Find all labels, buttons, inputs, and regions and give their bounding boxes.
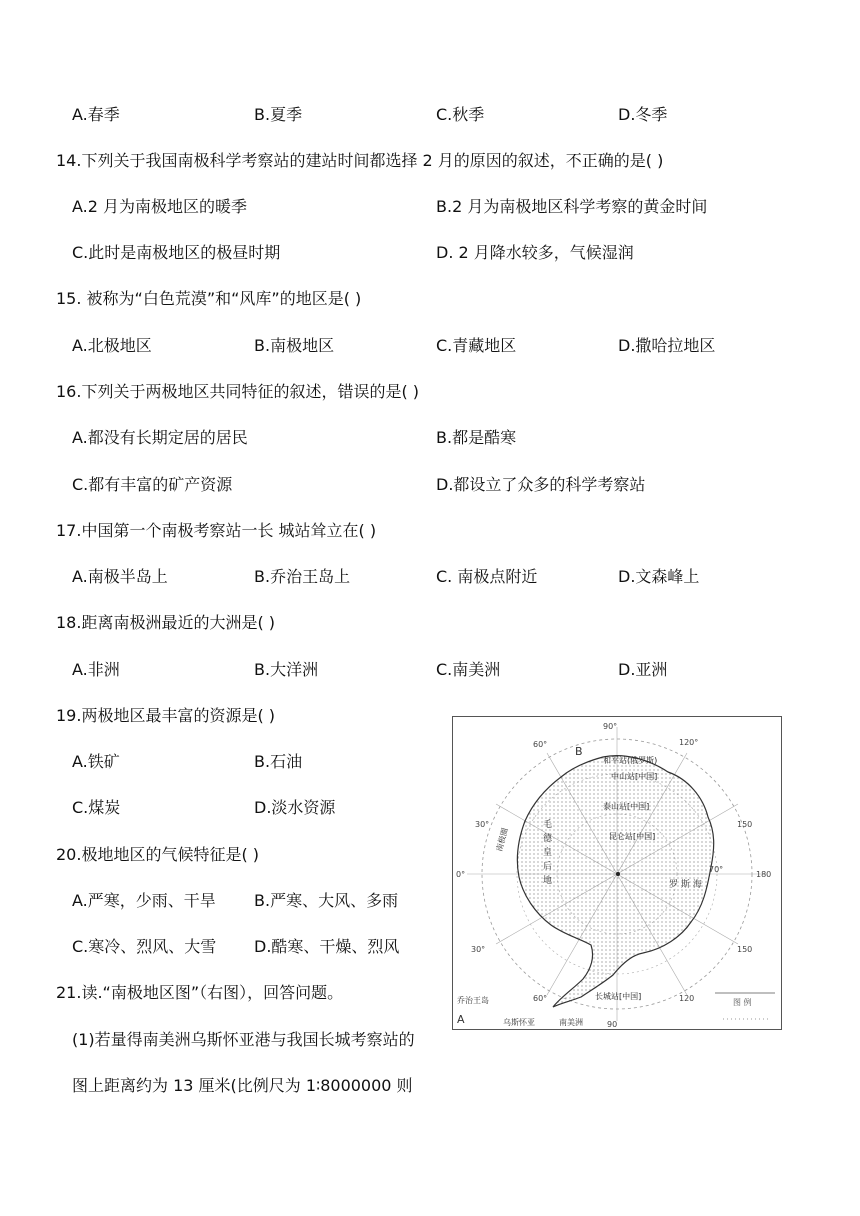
q21-part1-line2: 图上距离约为 13 厘米(比例尺为 1∶8000000 则 [72,1076,413,1095]
label-30-bottom-left: 30° [471,945,486,954]
q15-option-b: B.南极地区 [254,336,335,355]
plateau-char-5: 地 [543,876,553,886]
antarctic-circle-label: 南极圈 [494,826,510,853]
label-90-top: 90° [603,722,618,731]
q16-option-b: B.都是酷寒 [436,428,517,447]
q19-stem: 19.两极地区最丰富的资源是( ) [56,706,276,725]
label-30-left: 30° [475,820,490,829]
q15-stem: 15. 被称为“白色荒漠”和“风库”的地区是( ) [56,289,362,308]
label-0: 0° [456,870,466,879]
q17-option-d: D.文森峰上 [618,567,700,586]
label-A: A [457,1013,465,1026]
q14-option-a: A.2 月为南极地区的暖季 [72,197,248,216]
q16-option-c: C.都有丰富的矿产资源 [72,475,233,494]
q19-option-c: C.煤炭 [72,798,121,817]
station-zhongshan-label: 中山站[中国] [611,772,658,781]
q14-option-c: C.此时是南极地区的极昼时期 [72,243,281,262]
q21-stem: 21.读.“南极地区图”（右图），回答问题。 [56,983,344,1002]
q13-option-b: B.夏季 [254,105,303,124]
q18-option-b: B.大洋洲 [254,660,319,679]
q19-option-a: A.铁矿 [72,752,120,771]
q20-option-a: A.严寒，少雨、干旱 [72,891,216,910]
label-150-right: 150 [737,820,753,829]
q19-option-d: D.淡水资源 [254,798,336,817]
plateau-char-4: 后 [543,862,553,872]
q16-option-a: A.都没有长期定居的居民 [72,428,248,447]
q13-option-c: C.秋季 [436,105,485,124]
label-180: 180 [756,870,772,879]
q16-stem: 16.下列关于两极地区共同特征的叙述，错误的是( ) [56,382,420,401]
q14-stem: 14.下列关于我国南极科学考察站的建站时间都选择 2 月的原因的叙述，不正确的是( ) [56,151,664,170]
q17-option-a: A.南极半岛上 [72,567,168,586]
q18-option-a: A.非洲 [72,660,120,679]
legend-label: 图 例 [733,998,752,1007]
q18-stem: 18.距离南极洲最近的大洲是( ) [56,613,276,632]
q18-option-d: D.亚洲 [618,660,668,679]
q15-option-d: D.撒哈拉地区 [618,336,716,355]
q20-option-c: C.寒冷、烈风、大雪 [72,937,217,956]
q17-option-b: B.乔治王岛上 [254,567,351,586]
q18-option-c: C.南美洲 [436,660,501,679]
q20-option-d: D.酷寒、干燥、烈风 [254,937,400,956]
label-B: B [575,745,583,758]
q17-option-c: C. 南极点附近 [436,567,538,586]
label-90-bottom: 90 [607,1020,618,1029]
q15-option-c: C.青藏地区 [436,336,517,355]
q15-option-a: A.北极地区 [72,336,152,355]
station-heping-label: 和平站(俄罗斯) [603,756,658,765]
label-120-bottom: 120 [679,994,695,1003]
q19-option-b: B.石油 [254,752,303,771]
label-70: 70° [709,865,724,874]
q20-option-b: B.严寒、大风、多雨 [254,891,399,910]
q13-option-a: A.春季 [72,105,120,124]
place-king-george-island: 乔治王岛 [457,996,489,1005]
antarctica-map-svg [453,717,781,1029]
q14-option-b: B.2 月为南极地区科学考察的黄金时间 [436,197,708,216]
label-60-bottom: 60° [533,994,548,1003]
q17-stem: 17.中国第一个南极考察站一长 城站耸立在( ) [56,521,377,540]
label-120: 120° [679,738,699,747]
q16-option-d: D.都设立了众多的科学考察站 [436,475,646,494]
label-150-bottom-right: 150 [737,945,753,954]
place-ushuaia: 乌斯怀亚 [503,1018,535,1027]
place-south-america: 南美洲 [559,1018,583,1027]
q14-option-d: D. 2 月降水较多，气候湿润 [436,243,634,262]
q21-part1-line1: (1)若量得南美洲乌斯怀亚港与我国长城考察站的 [72,1030,415,1049]
plateau-char-1: 毛 [543,820,553,830]
antarctica-map [452,716,782,1030]
label-60: 60° [533,740,548,749]
plateau-char-3: 皇 [543,848,553,858]
ross-sea-label: 罗 斯 海 [669,880,702,890]
south-pole-dot [616,872,620,876]
station-kunlun-label: 昆仑站[中国] [609,832,656,841]
q13-option-d: D.冬季 [618,105,668,124]
station-changcheng-label: 长城站[中国] [595,992,642,1001]
station-taishan-label: 泰山站[中国] [603,802,650,811]
q20-stem: 20.极地地区的气候特征是( ) [56,845,260,864]
plateau-char-2: 德 [543,834,553,844]
